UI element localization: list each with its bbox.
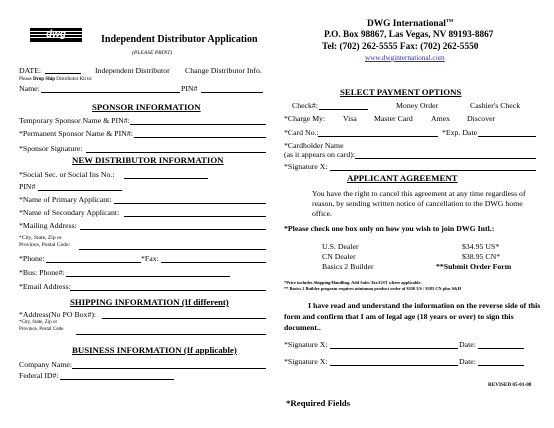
logo-wordmark: dwg — [46, 29, 66, 40]
bus-phone-field[interactable] — [66, 276, 230, 277]
secondary-applicant-label: *Name of Secondary Applicant: — [19, 208, 120, 217]
exp-date-label: *Exp. Date — [442, 128, 478, 137]
form-title: Independent Distributor Application — [101, 34, 258, 45]
submit-order-note: **Submit Order Form — [436, 262, 512, 271]
phone-field[interactable] — [46, 262, 141, 263]
card-signature-field[interactable] — [330, 170, 536, 171]
fax-field[interactable] — [161, 262, 266, 263]
city-label-line2: Province, Postal Code: — [19, 242, 71, 248]
pin2-label: PIN# — [19, 182, 36, 191]
required-fields-note: *Required Fields — [286, 398, 351, 408]
option-independent-distributor[interactable]: Independent Distributor — [95, 66, 170, 75]
signature-1-field[interactable] — [330, 348, 458, 349]
email-field[interactable] — [70, 290, 266, 291]
agreement-heading: APPLICANT AGREEMENT — [347, 173, 458, 183]
cardholder-label-line1: *Cardholder Name — [284, 141, 344, 150]
consent-text-line1: I have read and understand the information on the reverse side of this — [308, 301, 541, 310]
card-signature-label: *Signature X: — [284, 162, 328, 171]
drop-ship-note: Please Drop Ship Distributor Kit to: — [19, 77, 93, 82]
card-no-field[interactable] — [318, 136, 438, 137]
mailing-address-label: *Mailing Address: — [19, 221, 77, 230]
agreement-text-line3: office. — [312, 209, 332, 218]
charge-my-label: *Charge My: — [284, 114, 326, 123]
secondary-applicant-field[interactable] — [124, 216, 266, 217]
city-field[interactable] — [79, 249, 266, 250]
date-1-label: Date: — [459, 340, 476, 349]
email-label: *Email Address: — [19, 282, 71, 291]
price-footnote-1: *Price includes Shipping/Handling. Add Sales Tax/GST where applicable. — [284, 280, 422, 285]
option-us-dealer[interactable]: U.S. Dealer — [322, 242, 359, 251]
federal-id-field[interactable] — [60, 379, 174, 380]
cardholder-label-line2: (as it appears on card): — [284, 150, 356, 159]
company-phones: Tel: (702) 262-5555 Fax: (702) 262-5550 — [322, 42, 479, 52]
name-field[interactable] — [41, 92, 180, 93]
option-cn-dealer[interactable]: CN Dealer — [322, 252, 356, 261]
perm-sponsor-field[interactable] — [134, 137, 266, 138]
ship-address-field[interactable] — [102, 318, 266, 319]
option-amex[interactable]: Amex — [431, 114, 451, 123]
card-no-label: *Card No.: — [284, 128, 319, 137]
signature-2-field[interactable] — [330, 365, 458, 366]
company-address: P.O. Box 98867, Las Vegas, NV 89193-8867 — [324, 30, 494, 40]
cardholder-name-field[interactable] — [355, 158, 536, 159]
mailing-address-field[interactable] — [80, 229, 266, 230]
temp-sponsor-field[interactable] — [130, 124, 266, 125]
ship-city-field[interactable] — [76, 334, 266, 335]
cn-dealer-price: $38.95 CN* — [462, 252, 501, 261]
ssn-field[interactable] — [124, 178, 208, 179]
exp-date-field[interactable] — [478, 136, 536, 137]
date-2-label: Date: — [459, 357, 476, 366]
option-master-card[interactable]: Master Card — [374, 114, 413, 123]
company-name: DWG International™ — [367, 18, 454, 30]
check-one-instruction: *Please check one box only on how you wish to join DWG Intl.: — [284, 224, 495, 233]
revised-date: REVISED 05-01-08 — [488, 382, 532, 388]
option-change-distributor-info[interactable]: Change Distributor Info. — [185, 66, 262, 75]
check-number-field[interactable] — [319, 109, 368, 110]
ship-city-label-line1: *City, State, Zip or — [19, 320, 58, 325]
temp-sponsor-label: Temporary Sponsor Name & PIN#: — [19, 116, 130, 125]
primary-applicant-field[interactable] — [114, 203, 266, 204]
fax-label: *Fax: — [141, 254, 159, 263]
consent-text-line2: form and confirm that I am of legal age (18 years or over) to sign this — [284, 312, 514, 321]
ship-city-label-line2: Province, Postal Code — [19, 327, 64, 332]
date-label: DATE: — [19, 66, 42, 75]
please-print-note: (PLEASE PRINT) — [132, 50, 173, 56]
perm-sponsor-label: *Permanent Sponsor Name & PIN#: — [19, 129, 133, 138]
consent-text-line3: document.. — [284, 323, 321, 332]
signature-2-label: *Signature X: — [284, 357, 328, 366]
sponsor-signature-label: *Sponsor Signature: — [19, 144, 83, 153]
payment-heading: SELECT PAYMENT OPTIONS — [340, 87, 462, 97]
dwg-logo — [30, 28, 82, 42]
city-label-line1: *City, State, Zip or — [19, 235, 62, 241]
shipping-heading: SHIPPING INFORMATION (If different) — [70, 297, 229, 307]
ssn-label: *Social Sec. or Social Ins No.: — [19, 170, 115, 179]
option-cashiers-check[interactable]: Cashier's Check — [470, 101, 521, 110]
federal-id-label: Federal ID#: — [19, 371, 59, 380]
company-name-field[interactable] — [72, 368, 266, 369]
primary-applicant-label: *Name of Primary Applicant: — [19, 195, 112, 204]
company-website-link[interactable]: www.dwginternational.com — [365, 54, 445, 62]
agreement-text-line1: You have the right to cancel this agreement at any time regardless of — [312, 189, 526, 198]
option-basics-2-builder[interactable]: Basics 2 Builder — [322, 262, 374, 271]
name-label: Name: — [19, 84, 40, 93]
business-heading: BUSINESS INFORMATION (If applicable) — [72, 345, 237, 355]
price-footnote-2: ** Basics 2 Builder program requires minimum product order of $350 US / $385 CN plus S&H — [284, 286, 462, 291]
date-field[interactable] — [45, 73, 81, 74]
check-label: Check#: — [292, 101, 318, 110]
pin-label: PIN# — [181, 84, 198, 93]
company-name-label: Company Name: — [19, 360, 73, 369]
date-1-field[interactable] — [478, 348, 524, 349]
phone-label: *Phone: — [19, 254, 45, 263]
bus-phone-label: *Bus: Phone#: — [19, 268, 65, 277]
option-discover[interactable]: Discover — [467, 114, 496, 123]
option-money-order[interactable]: Money Order — [396, 101, 439, 110]
sponsor-heading: SPONSOR INFORMATION — [92, 102, 201, 112]
pin-field[interactable] — [201, 92, 263, 93]
option-visa[interactable]: Visa — [343, 114, 357, 123]
date-2-field[interactable] — [478, 365, 524, 366]
pin2-field[interactable] — [38, 190, 122, 191]
sponsor-signature-field[interactable] — [86, 152, 266, 153]
new-distributor-heading: NEW DISTRIBUTOR INFORMATION — [72, 155, 224, 165]
signature-1-label: *Signature X: — [284, 340, 328, 349]
us-dealer-price: $34.95 US* — [462, 242, 500, 251]
agreement-text-line2: reason, by sending written notice of cancellation to the DWG home — [312, 199, 523, 208]
ship-address-label: *Address(No PO Box#): — [19, 310, 97, 319]
